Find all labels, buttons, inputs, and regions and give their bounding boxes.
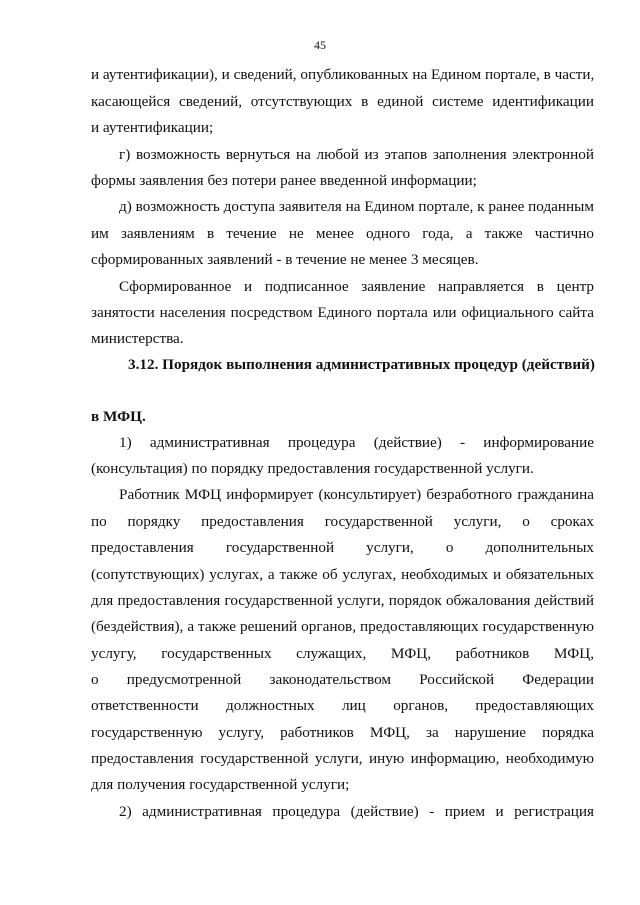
text-line: Работник МФЦ информирует (консультирует) безработного гражданина bbox=[119, 486, 594, 503]
text-line: (сопутствующих) услугах, а также об услугах, необходимых и обязательных bbox=[91, 566, 594, 583]
text-line: сформированных заявлений - в течение не менее 3 месяцев. bbox=[91, 251, 479, 268]
text-line: для предоставления государственной услуги, порядок обжалования действий bbox=[91, 592, 594, 609]
text-line: государственную услугу, работников МФЦ, за нарушение порядка bbox=[91, 724, 594, 741]
text-line: (бездействия), а также решений органов, предоставляющих государственную bbox=[91, 618, 594, 635]
text-line: предоставления государственной услуги, иную информацию, необходимую bbox=[91, 750, 594, 767]
section-heading: 3.12. Порядок выполнения административных процедур (действий) bbox=[128, 356, 595, 373]
text-line: касающейся сведений, отсутствующих в единой системе идентификации bbox=[91, 93, 594, 110]
text-line: о предусмотренной законодательством Российской Федерации bbox=[91, 671, 594, 688]
text-line: и аутентификации; bbox=[91, 119, 214, 136]
text-line: г) возможность вернуться на любой из этапов заполнения электронной bbox=[119, 146, 594, 163]
section-heading-continuation: в МФЦ. bbox=[91, 408, 146, 425]
text-line: по порядку предоставления государственной услуги, о сроках bbox=[91, 513, 594, 530]
text-line: предоставления государственной услуги, о дополнительных bbox=[91, 539, 594, 556]
text-line: (консультация) по порядку предоставления государственной услуги. bbox=[91, 460, 534, 477]
text-line: министерства. bbox=[91, 330, 184, 347]
text-line: Сформированное и подписанное заявление направляется в центр bbox=[119, 278, 594, 295]
text-line: 2) административная процедура (действие) - прием и регистрация bbox=[119, 803, 594, 820]
text-line: д) возможность доступа заявителя на Едином портале, к ранее поданным bbox=[119, 198, 594, 215]
text-line: для получения государственной услуги; bbox=[91, 776, 350, 793]
page-number: 45 bbox=[314, 38, 326, 52]
text-line: им заявлениям в течение не менее одного года, а также частично bbox=[91, 225, 594, 242]
text-line: ответственности должностных лиц органов, предоставляющих bbox=[91, 697, 594, 714]
text-line: формы заявления без потери ранее введенной информации; bbox=[91, 172, 477, 189]
text-line: услугу, государственных служащих, МФЦ, работников МФЦ, bbox=[91, 645, 594, 662]
text-line: и аутентификации), и сведений, опубликованных на Едином портале, в части, bbox=[91, 66, 595, 83]
text-line: занятости населения посредством Единого портала или официального сайта bbox=[91, 304, 594, 321]
text-line: 1) административная процедура (действие) - информирование bbox=[119, 434, 594, 451]
